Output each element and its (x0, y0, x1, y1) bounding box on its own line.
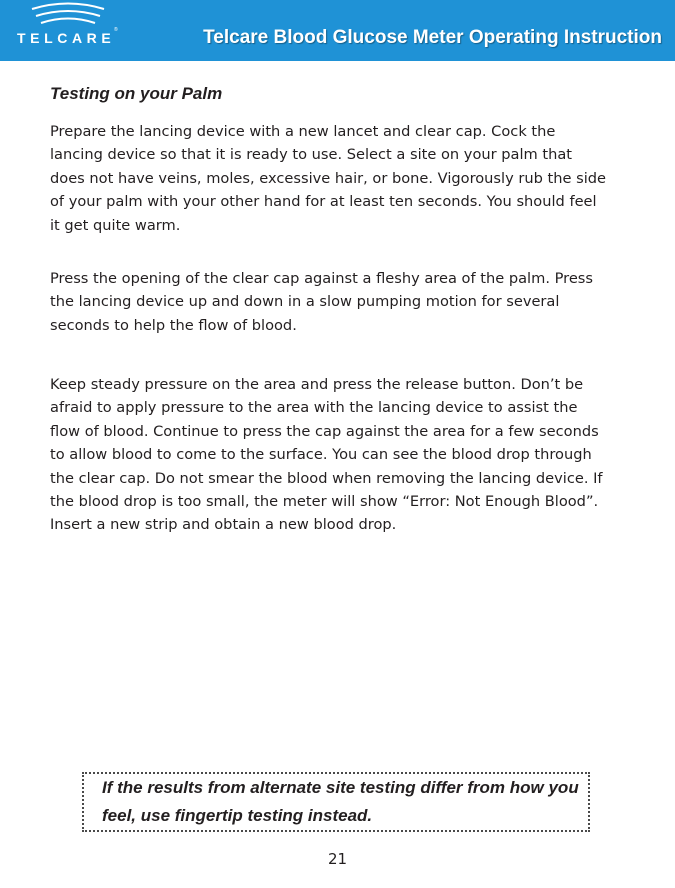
paragraph-steady-pressure: Keep steady pressure on the area and press the release button. Don’t be afraid to apply pressure to the area with the lancing device to assist the flow of blood. Continue to press the cap against the area for a few seconds to allow blood to come to the surface. You can see the blood drop through the clear cap. Do not smear the blood when removing the lancing device. If the blood drop is too small, the meter will show “Error: Not Enough Blood”. Insert a new strip and obtain a new blood drop. (50, 376, 603, 534)
section-heading: Testing on your Palm (50, 84, 223, 103)
paragraph-press: Press the opening of the clear cap against a fleshy area of the palm. Press the lancing device up and down in a slow pumping motion for several seconds to help the flow of blood. (50, 270, 594, 334)
tip-callout (82, 772, 590, 832)
tip-text: If the results from alternate site testing differ from how you feel, use fingertip testing instead. (102, 778, 579, 825)
telcare-logo (17, 0, 127, 52)
logo-arcs-icon (28, 0, 108, 26)
page-header (0, 0, 675, 61)
page-number: 21 (327, 850, 348, 868)
logo-wordmark: TELCARE (17, 30, 116, 46)
registered-mark: ® (114, 27, 118, 33)
document-title: Telcare Blood Glucose Meter Operating Instruction (203, 27, 662, 48)
paragraph-prepare: Prepare the lancing device with a new lancet and clear cap. Cock the lancing device so that it is ready to use. Select a site on your palm that does not have veins, moles, excessive hair, or bone. Vigorously rub the side of your palm with your other hand for at least ten seconds. You should feel it get quite warm. (50, 123, 607, 234)
